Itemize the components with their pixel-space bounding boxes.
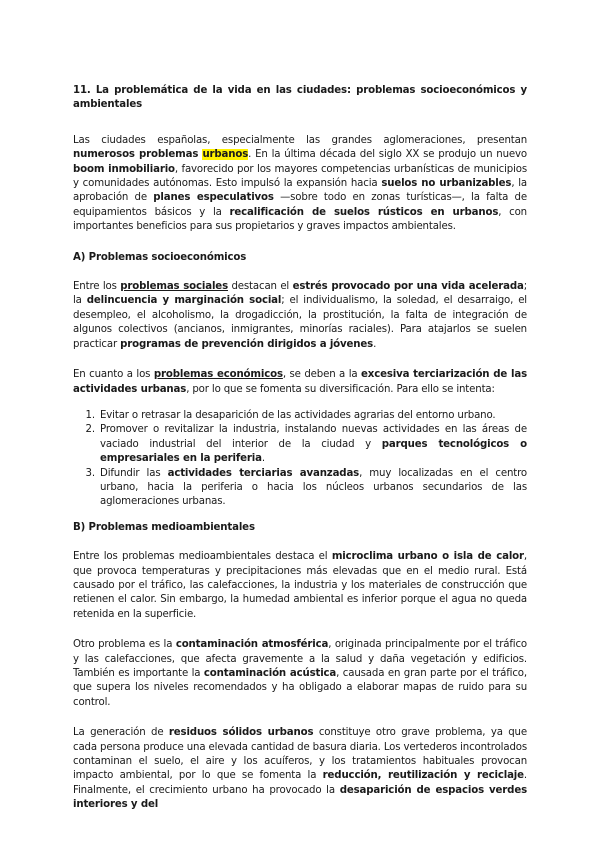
underlined-term: problemas sociales [120, 281, 228, 293]
list-item: 2. Promover o revitalizar la industria, instalando nuevas actividades en las áreas de vaciado industrial del interior de la ciudad y parques tecnológicos o empresariales en la periferia. [98, 423, 527, 466]
section-a-heading: A) Problemas socioeconómicos [73, 251, 247, 263]
document-page [73, 84, 527, 829]
intro-paragraph: Las ciudades españolas, especialmente las grandes aglomeraciones, presentan numerosos problemas urbanos. En la última década del siglo XX se produjo un nuevo boom inmobiliario, favorecido por los mayores competencias urbanísticas de municipios y comunidades autónomas. Esto impulsó la expansión hacia suelos no urbanizables, la aprobación de planes especulativos —sobre todo en zonas turísticas—, la falta de equipamientos básicos y la recalificación de suelos rústicos en urbanos, con importantes beneficios para sus propietarios y graves impactos ambientales. [73, 134, 528, 233]
waste-paragraph: La generación de residuos sólidos urbanos constituye otro grave problema, ya que cada persona produce una elevada cantidad de basura diaria. Los vertederos incontrolados contaminan el suelo, el aire y los acuíferos, y los tratamientos habituales provocan impacto ambiental, por lo que se fomenta la reducción, reutilización y reciclaje. Finalmente, el crecimiento urbano ha provocado la desaparición de espacios verdes interiores y del [73, 727, 527, 811]
document-title: 11. La problemática de la vida en las ciudades: problemas socioeconómicos y ambientales [73, 85, 527, 111]
underlined-term: problemas económicos [153, 369, 283, 381]
measures-list [73, 409, 527, 510]
list-item: 1. Evitar o retrasar la desaparición de las actividades agrarias del entorno urbano. [98, 409, 527, 423]
pollution-paragraph: Otro problema es la contaminación atmosférica, originada principalmente por el tráfico y las calefacciones, que afecta gravemente a la salud y daña vegetación y edificios. También es importante la contaminación acústica, causada en gran parte por el tráfico, que supera los niveles recomendados y ha obligado a elaborar mapas de ruido para su control. [73, 639, 527, 708]
heat-island-paragraph: Entre los problemas medioambientales destaca el microclima urbano o isla de calor, que provoca temperaturas y precipitaciones más elevadas que en el medio rural. Está causado por el tráfico, las calefacciones, la industria y los materiales de construcción que retienen el calor. Sin embargo, la humedad ambiental es inferior porque el agua no queda retenida en la superficie. [73, 551, 527, 620]
list-item: 3. Difundir las actividades terciarias avanzadas, muy localizadas en el centro urbano, hacia la periferia o hacia los núcleos urbanos secundarios de las aglomeraciones urbanas. [98, 467, 527, 510]
highlighted-text: urbanos [202, 149, 249, 161]
social-problems-paragraph: Entre los problemas sociales destacan el estrés provocado por una vida acelerada; la delincuencia y marginación social; el individualismo, la soledad, el desarraigo, el desempleo, el alcoholismo, la drogadicción, la prostitución, la falta de integración de algunos colectivos (ancianos, inmigrantes, minorías raciales). Para atajarlos se suelen practicar programas de prevención dirigidos a jóvenes. [73, 281, 527, 350]
economic-problems-paragraph: En cuanto a los problemas económicos, se deben a la excesiva terciarización de las actividades urbanas, por lo que se fomenta su diversificación. Para ello se intenta: [73, 369, 527, 395]
section-b-heading: B) Problemas medioambientales [73, 521, 255, 533]
